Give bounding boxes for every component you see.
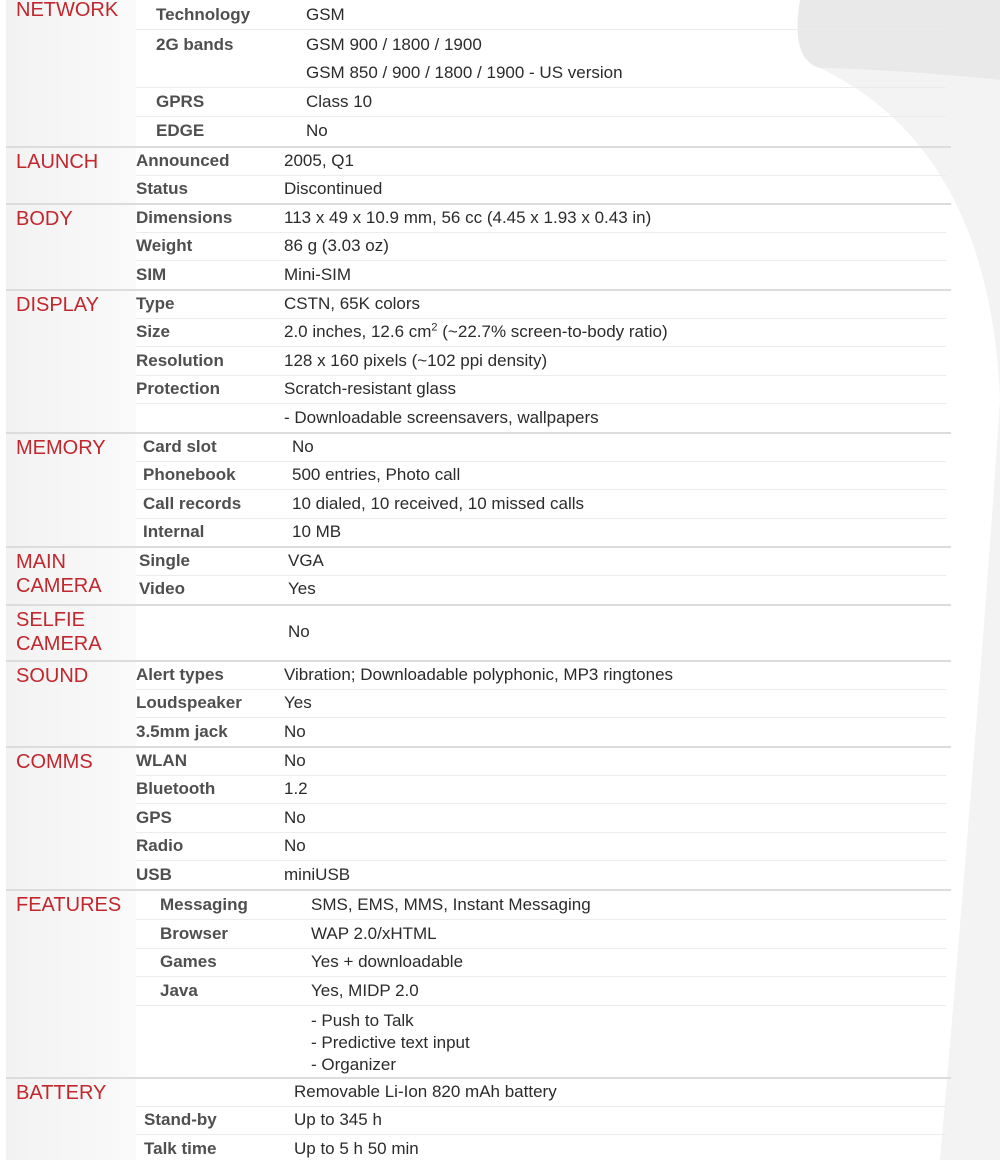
spec-label: Weight: [136, 236, 193, 255]
section-divider: [6, 1077, 951, 1079]
spec-label: Resolution: [136, 351, 224, 370]
spec-value: 128 x 160 pixels (~102 ppi density): [284, 351, 548, 370]
spec-value: - Downloadable screensavers, wallpapers: [284, 408, 599, 427]
spec-row-loudspeaker: [136, 689, 946, 718]
section-divider: [6, 289, 951, 291]
spec-row-display-type: [136, 290, 946, 319]
section-divider: [6, 203, 951, 205]
spec-label: Technology: [156, 5, 251, 24]
spec-row-announced: [136, 147, 946, 176]
spec-row-battery-type: [136, 1078, 946, 1107]
spec-value: Mini-SIM: [284, 265, 352, 284]
spec-value: 113 x 49 x 10.9 mm, 56 cc (4.45 x 1.93 x 0.43 in): [284, 208, 652, 227]
spec-label: Internal: [143, 522, 205, 541]
spec-label: Talk time: [144, 1139, 217, 1158]
spec-row-phonebook: [136, 461, 946, 490]
spec-value: Yes: [288, 579, 316, 598]
spec-label: Type: [136, 294, 175, 313]
spec-label: Alert types: [136, 665, 224, 684]
spec-value: Up to 345 h: [294, 1110, 382, 1129]
section-title-sound: SOUND: [16, 665, 89, 687]
spec-value: Discontinued: [284, 179, 383, 198]
spec-label: Video: [139, 579, 185, 598]
spec-label: Radio: [136, 836, 184, 855]
section-divider: [6, 746, 951, 748]
section-battery: [6, 1077, 946, 1160]
section-title-battery: BATTERY: [16, 1082, 107, 1104]
spec-row-java: [136, 977, 946, 1006]
spec-value: No: [292, 437, 314, 456]
spec-value: 1.2: [284, 779, 308, 798]
spec-label: Dimensions: [136, 208, 233, 227]
spec-value: No: [284, 808, 306, 827]
spec-row-2g-bands-us: [136, 59, 946, 88]
spec-label: 2G bands: [156, 35, 234, 54]
spec-row-dimensions: [136, 204, 946, 233]
section-memory: [6, 432, 946, 546]
spec-label: 3.5mm jack: [136, 722, 228, 741]
spec-label: Games: [160, 952, 217, 971]
spec-value: - Push to Talk - Predictive text input - Organizer: [311, 1011, 470, 1074]
spec-row-browser: [136, 920, 946, 949]
section-divider: [6, 432, 951, 434]
spec-row-weight: [136, 232, 946, 261]
spec-value: Yes + downloadable: [311, 952, 464, 971]
spec-value: VGA: [288, 551, 324, 570]
spec-row-selfie: [136, 618, 946, 646]
spec-value: CSTN, 65K colors: [284, 294, 421, 313]
section-title-body: BODY: [16, 208, 73, 230]
spec-label: Bluetooth: [136, 779, 216, 798]
spec-row-2g-bands: [136, 31, 946, 59]
section-title-selfie-camera: SELFIE CAMERA: [16, 609, 102, 655]
spec-label: Protection: [136, 379, 221, 398]
spec-row-internal: [136, 518, 946, 546]
spec-row-features-other: [136, 1007, 946, 1077]
spec-value: GSM 900 / 1800 / 1900: [306, 35, 482, 54]
spec-label: Phonebook: [143, 465, 236, 484]
spec-value: Up to 5 h 50 min: [294, 1139, 419, 1158]
spec-label: WLAN: [136, 751, 187, 770]
spec-value: WAP 2.0/xHTML: [311, 924, 437, 943]
section-selfie-camera: [6, 604, 946, 660]
spec-value: No: [284, 836, 306, 855]
spec-label: GPRS: [156, 92, 205, 111]
spec-value: No: [306, 121, 328, 140]
section-body: [6, 203, 946, 289]
spec-value: No: [288, 622, 310, 641]
spec-label: Announced: [136, 151, 230, 170]
spec-label: Call records: [143, 494, 242, 513]
spec-value: Removable Li-Ion 820 mAh battery: [294, 1082, 557, 1101]
spec-row-alert-types: [136, 661, 946, 690]
spec-row-protection: [136, 375, 946, 404]
spec-row-games: [136, 948, 946, 977]
spec-row-radio: [136, 832, 946, 861]
spec-row-status: [136, 175, 946, 203]
spec-value: Class 10: [306, 92, 373, 111]
section-title-features: FEATURES: [16, 894, 122, 916]
spec-row-bluetooth: [136, 775, 946, 804]
spec-row-camera-single: [136, 547, 946, 576]
spec-value: 2005, Q1: [284, 151, 354, 170]
spec-value: No: [284, 751, 306, 770]
spec-value: GSM: [306, 5, 345, 24]
spec-row-call-records: [136, 490, 946, 519]
spec-label: Status: [136, 179, 188, 198]
section-title-main-camera: MAIN CAMERA: [16, 551, 102, 597]
spec-row-sim: [136, 261, 946, 289]
spec-value: miniUSB: [284, 865, 351, 884]
spec-label: Stand-by: [144, 1110, 217, 1129]
spec-label: Browser: [160, 924, 229, 943]
spec-value: No: [284, 722, 306, 741]
spec-value: 10 dialed, 10 received, 10 missed calls: [292, 494, 584, 513]
spec-value: SMS, EMS, MMS, Instant Messaging: [311, 895, 591, 914]
section-network: [6, 0, 946, 146]
section-divider: [6, 889, 951, 891]
spec-label: Size: [136, 322, 171, 341]
section-launch: [6, 146, 946, 203]
section-sound: [6, 660, 946, 746]
spec-row-display-other: [136, 404, 946, 432]
spec-row-gprs: [136, 88, 946, 117]
spec-label: GPS: [136, 808, 172, 827]
spec-value: 10 MB: [292, 522, 342, 541]
spec-value: GSM 850 / 900 / 1800 / 1900 - US version: [306, 63, 623, 82]
spec-label: USB: [136, 865, 172, 884]
spec-row-card-slot: [136, 433, 946, 462]
spec-value: Vibration; Downloadable polyphonic, MP3 ringtones: [284, 665, 674, 684]
spec-row-messaging: [136, 891, 946, 920]
section-divider: [6, 146, 951, 148]
spec-label: Single: [139, 551, 191, 570]
section-main-camera: [6, 546, 946, 604]
spec-row-display-size: [136, 318, 946, 347]
section-title-comms: COMMS: [16, 751, 93, 773]
section-features: [6, 889, 946, 1077]
spec-row-audio-jack: [136, 718, 946, 746]
section-divider: [6, 546, 951, 548]
spec-value: 2.0 inches, 12.6 $cm^2$ (~22.7% screen-to-body ratio): [284, 321, 668, 341]
spec-value: Scratch-resistant glass: [284, 379, 456, 398]
section-comms: [6, 746, 946, 889]
spec-row-usb: [136, 861, 946, 889]
spec-label: SIM: [136, 265, 167, 284]
spec-value: 86 g (3.03 oz): [284, 236, 389, 255]
spec-row-wlan: [136, 747, 946, 776]
spec-row-technology: [136, 1, 946, 30]
spec-value: 500 entries, Photo call: [292, 465, 461, 484]
section-header-cell: [6, 889, 136, 1077]
section-divider: [6, 660, 951, 662]
spec-row-talk-time: [136, 1135, 946, 1163]
spec-label: Messaging: [160, 895, 248, 914]
spec-row-edge: [136, 117, 946, 145]
spec-value: Yes: [284, 693, 312, 712]
section-title-network: NETWORK: [16, 0, 119, 21]
spec-value: Yes, MIDP 2.0: [311, 981, 419, 1000]
spec-label: EDGE: [156, 121, 205, 140]
spec-label: Card slot: [143, 437, 217, 456]
section-display: [6, 289, 946, 432]
spec-label: Loudspeaker: [136, 693, 242, 712]
section-title-launch: LAUNCH: [16, 151, 99, 173]
spec-row-resolution: [136, 347, 946, 376]
section-title-display: DISPLAY: [16, 294, 99, 316]
spec-row-camera-video: [136, 575, 946, 603]
section-divider: [6, 604, 951, 606]
spec-row-standby: [136, 1106, 946, 1135]
section-title-memory: MEMORY: [16, 437, 106, 459]
spec-label: Java: [160, 981, 198, 1000]
spec-row-gps: [136, 804, 946, 833]
